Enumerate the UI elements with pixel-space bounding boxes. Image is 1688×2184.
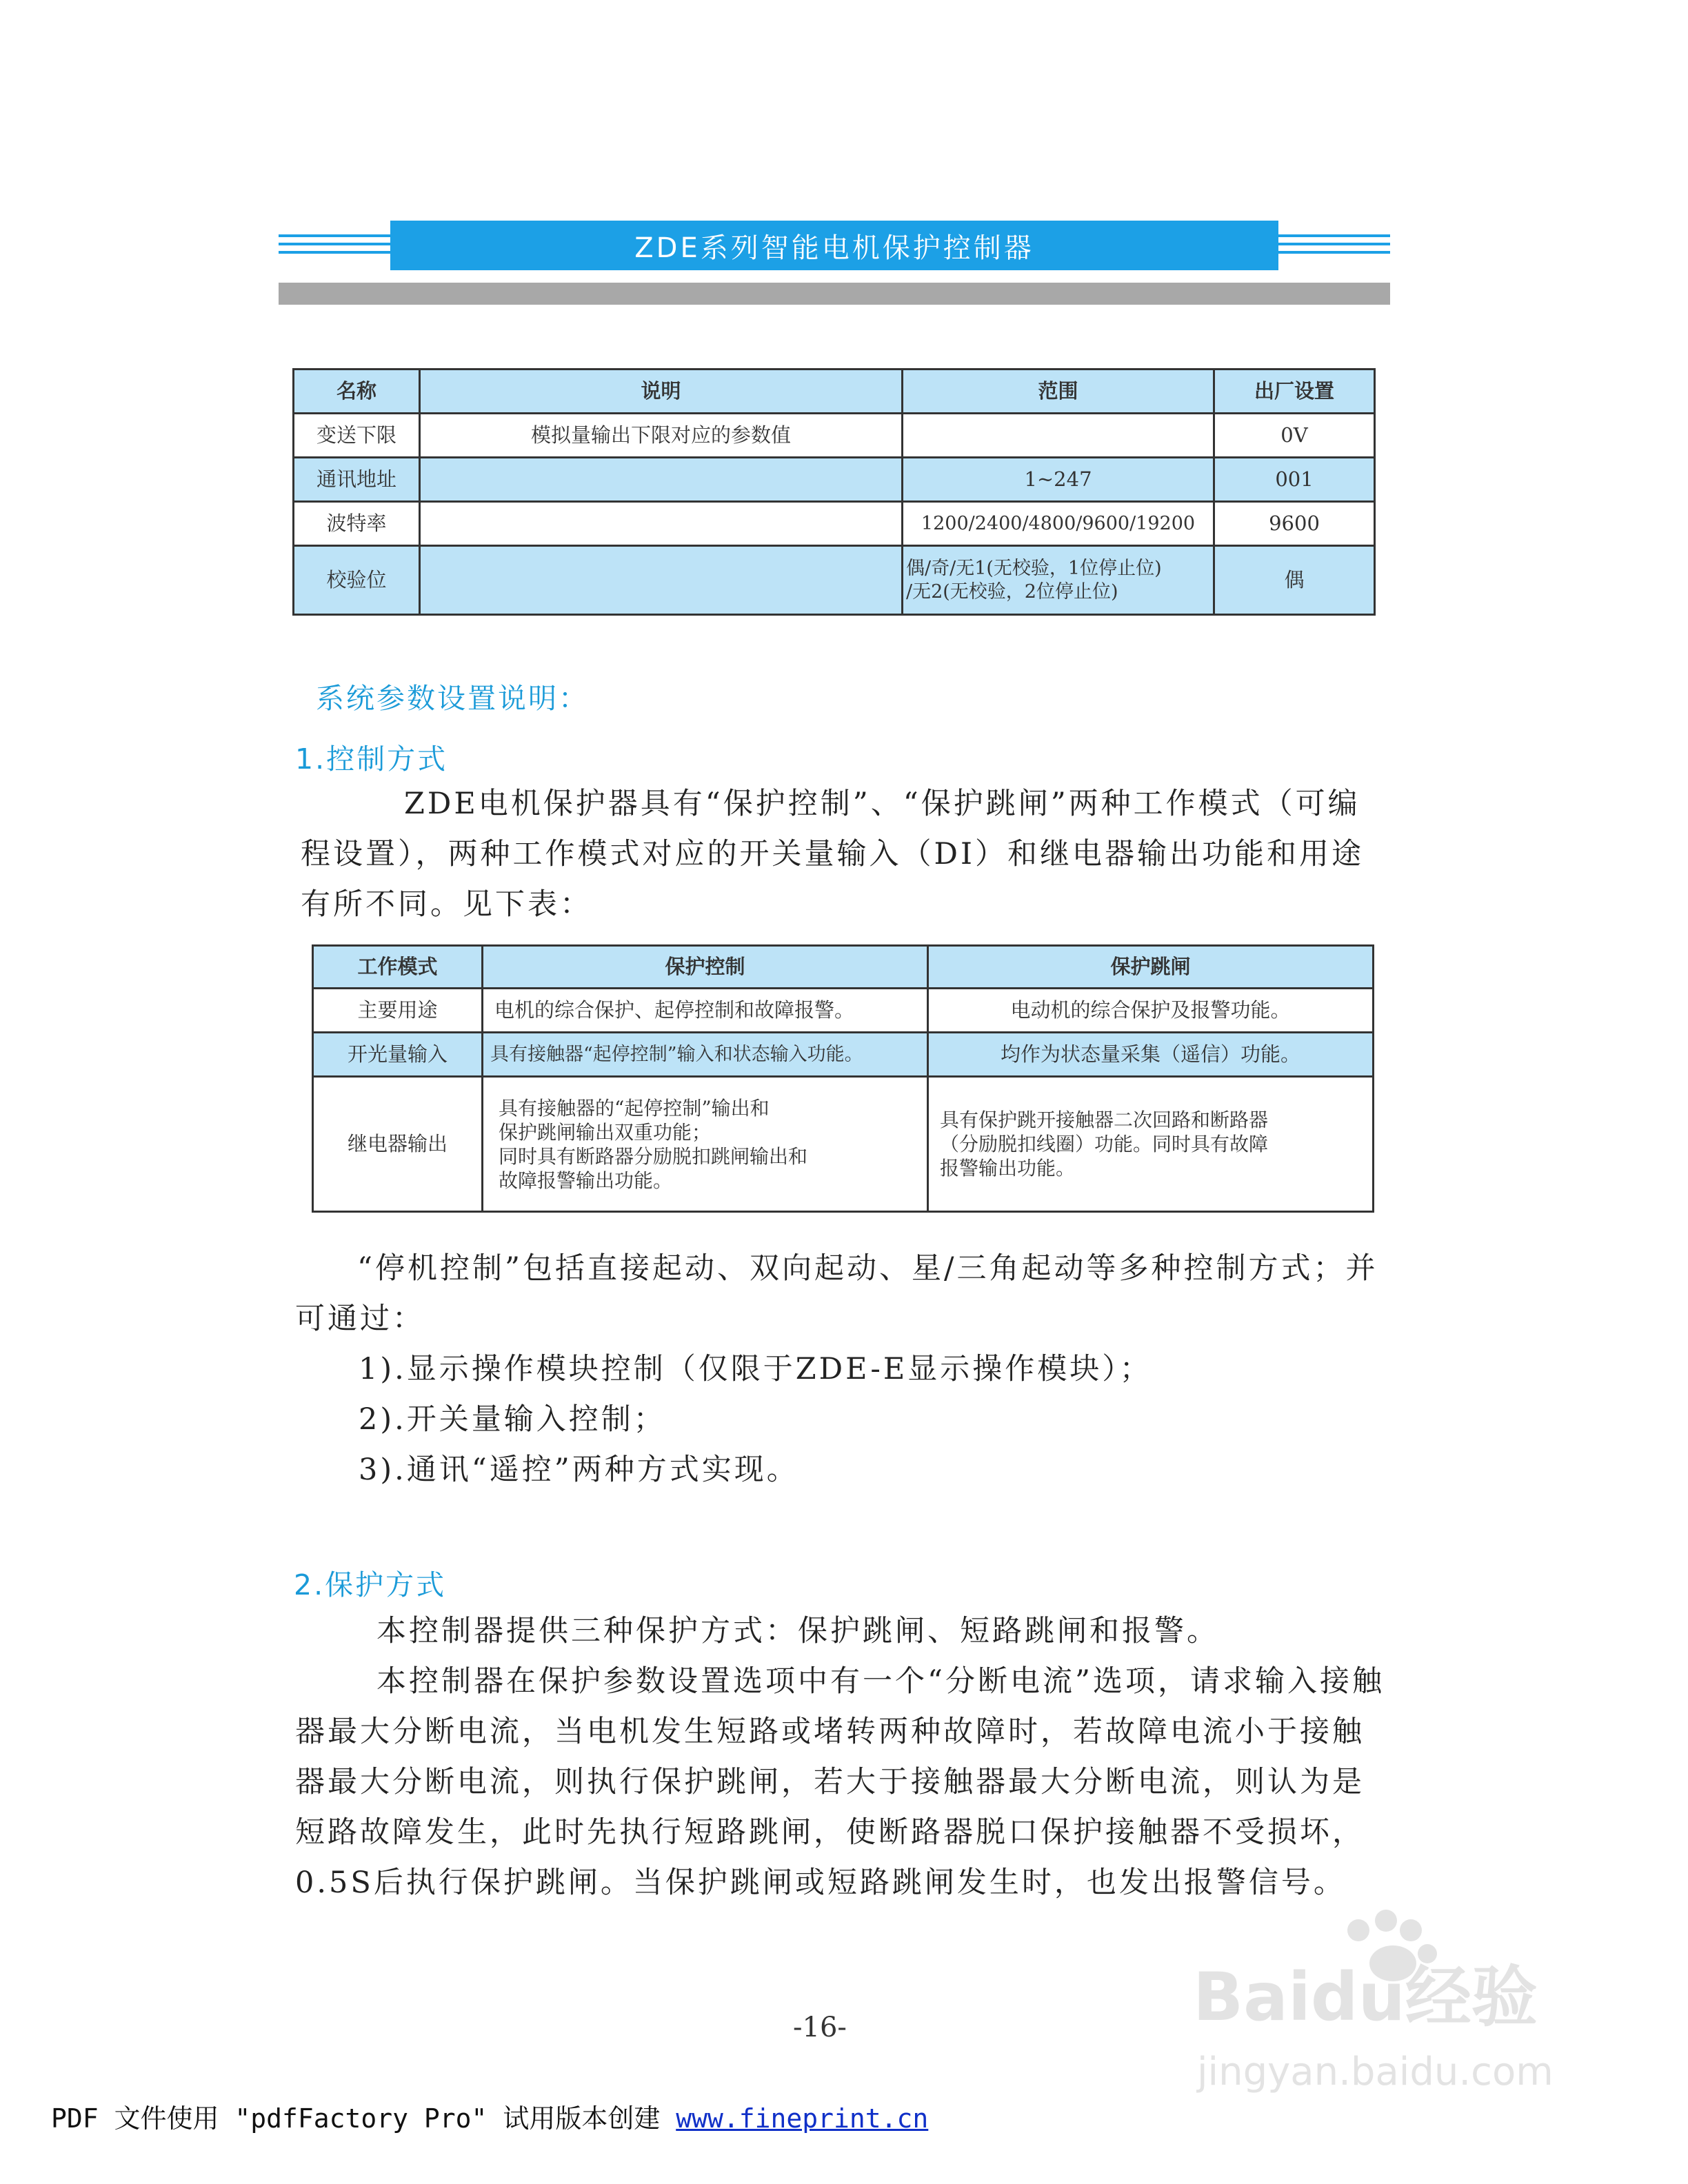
table-cell: 0V [1214,414,1375,458]
table-cell [420,502,903,546]
table-cell: 1~247 [903,458,1214,502]
table-cell: 模拟量输出下限对应的参数值 [420,414,903,458]
table-header-cell: 保护跳闸 [928,946,1374,989]
table-header-cell: 名称 [294,370,420,414]
header-title: ZDE系列智能电机保护控制器 [390,221,1278,270]
table-cell: 开光量输入 [313,1033,483,1077]
table-cell: 具有接触器的“起停控制”输出和 保护跳闸输出双重功能； 同时具有断路器分励脱扣跳闸输出和 故障报警输出功能。 [483,1077,928,1212]
table-cell: 9600 [1214,502,1375,546]
section-1-intro: ZDE电机保护器具有“保护控制”、“保护跳闸”两种工作模式（可编程设置），两种工作模式对应的开关量输入（DI）和继电器输出功能和用途有所不同。见下表： [301,787,1364,922]
table-header-cell: 保护控制 [483,946,928,989]
table-cell: 1200/2400/4800/9600/19200 [903,502,1214,546]
table-cell: 偶 [1214,546,1375,615]
table-row [294,502,1375,546]
param-table [292,368,1376,616]
table-cell: 均作为状态量采集（遥信）功能。 [928,1033,1374,1077]
table-row [313,989,1374,1033]
mode-table [312,944,1374,1213]
table-header-cell: 工作模式 [313,946,483,989]
table-cell: 校验位 [294,546,420,615]
header-banner [279,221,1390,270]
table-cell: 通讯地址 [294,458,420,502]
table-cell: 001 [1214,458,1375,502]
page-number: -16- [793,2012,847,2043]
section-2-heading: 2.保护方式 [294,1568,447,1601]
table-cell: 继电器输出 [313,1077,483,1212]
table-row [294,414,1375,458]
table-cell: 变送下限 [294,414,420,458]
table-cell: 偶/奇/无1(无校验，1位停止位) /无2(无校验，2位停止位) [903,546,1214,615]
baidu-watermark [1186,1903,1572,2110]
section-2-para-2: 本控制器在保护参数设置选项中有一个“分断电流”选项，请求输入接触器最大分断电流，当电机发生短路或堵转两种故障时，若故障电流小于接触器最大分断电流，则执行保护跳闸，若大于接触器最大分断电流，则认为是短路故障发生，此时先执行短路跳闸，使断路器脱口保护接触器不受损坏，0.5S后执行保护跳闸。当保护跳闸或短路跳闸发生时，也发出报警信号。 [295,1664,1385,1900]
table-row [294,458,1375,502]
table-row [313,1033,1374,1077]
table-cell: 电机的综合保护、起停控制和故障报警。 [483,989,928,1033]
section-2-para-1: 本控制器提供三种保护方式：保护跳闸、短路跳闸和报警。 [376,1614,1219,1648]
footer-link[interactable]: www.fineprint.cn [676,2103,929,2134]
control-method-para: “停机控制”包括直接起动、双向起动、星/三角起动等多种控制方式；并可通过： [295,1251,1378,1336]
table-row [294,546,1375,615]
footer-text: PDF 文件使用 "pdfFactory Pro" 试用版本创建 [51,2103,661,2134]
pdf-footer [51,2097,928,2135]
section-title: 系统参数设置说明： [316,682,589,715]
list-item: 2).开关量输入控制； [359,1402,666,1437]
table-cell [420,458,903,502]
table-cell: 主要用途 [313,989,483,1033]
header-divider [279,283,1390,305]
list-item: 3).通讯“遥控”两种方式实现。 [359,1453,799,1487]
watermark-brand: Baidu经验 [1193,1959,1538,2036]
table-cell: 波特率 [294,502,420,546]
paw-logo-icon [1186,1903,1572,2110]
table-cell [903,414,1214,458]
list-item: 1).显示操作模块控制（仅限于ZDE-E显示操作模块）； [359,1352,1152,1386]
table-header-cell: 说明 [420,370,903,414]
watermark-url: jingyan.baidu.com [1197,2050,1554,2094]
section-1-heading: 1.控制方式 [295,742,448,776]
table-cell: 具有保护跳开接触器二次回路和断路器 （分励脱扣线圈）功能。同时具有故障 报警输出功能。 [928,1077,1374,1212]
table-cell: 电动机的综合保护及报警功能。 [928,989,1374,1033]
table-header-cell: 范围 [903,370,1214,414]
table-row [313,1077,1374,1212]
table-cell [420,546,903,615]
table-cell: 具有接触器“起停控制”输入和状态输入功能。 [483,1033,928,1077]
table-header-cell: 出厂设置 [1214,370,1375,414]
